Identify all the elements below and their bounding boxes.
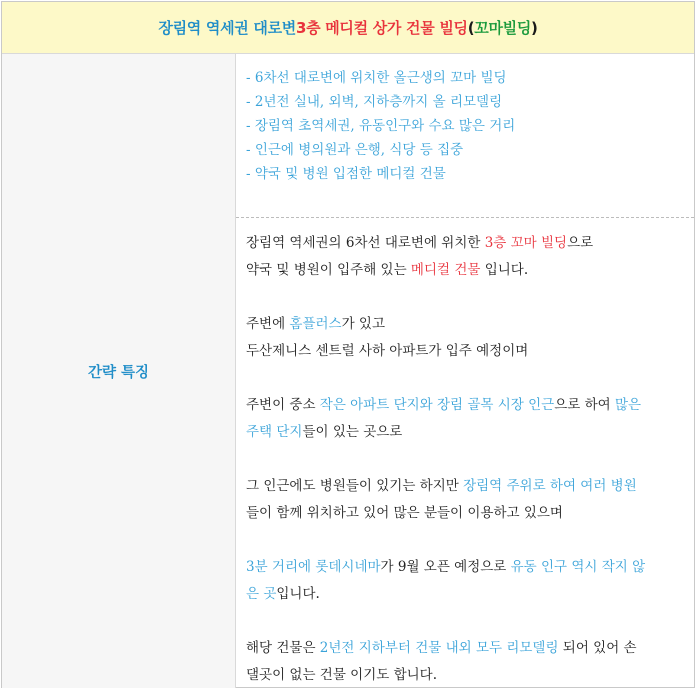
text-run: 주변에 (246, 316, 290, 332)
features-content (236, 54, 694, 688)
highlight-blue: 홈플러스 (289, 316, 342, 332)
highlight-red: 메디컬 건물 (410, 262, 481, 278)
bullet-item: - 인근에 병의원과 은행, 식당 등 집중 (246, 142, 464, 158)
bullet-item: - 장림역 초역세권, 유동인구와 수요 많은 거리 (246, 118, 516, 134)
paragraph-cinema (246, 554, 686, 608)
highlight-blue: 은 곳 (246, 586, 277, 602)
bullet-item: - 2년전 실내, 외벽, 지하층까지 올 리모델링 (246, 94, 503, 110)
highlight-blue: 2년전 지하부터 건물 내외 모두 리모델링 (319, 640, 559, 656)
description (236, 218, 694, 689)
text-run: 주변이 중소 (246, 397, 320, 413)
text-run: 되어 있어 손 (558, 640, 637, 656)
text-run: 으로 하여 (554, 397, 615, 413)
paragraph-neighborhood (246, 392, 686, 446)
text-run: 들이 있는 곳으로 (302, 424, 403, 440)
highlight-blue: 많은 (614, 397, 642, 413)
property-info-table (1, 1, 695, 688)
highlight-blue: 주택 단지 (246, 424, 303, 440)
bullet-list (236, 54, 694, 218)
paragraph-hospitals (246, 473, 686, 527)
bullet-item: - 약국 및 병원 입점한 메디컬 건물 (246, 166, 446, 182)
header-tag: 꼬마빌딩 (474, 19, 532, 37)
paragraph-remodel (246, 635, 686, 689)
header-highlight: 3층 메디컬 상가 건물 빌딩 (295, 19, 468, 37)
text-run: 입니다. (276, 586, 320, 602)
paragraph-location (246, 230, 686, 284)
text-run: 두산제니스 센트럴 사하 아파트가 입주 예정이며 (246, 343, 529, 359)
header-paren-open: ( (467, 18, 475, 37)
text-run: 해당 건물은 (246, 640, 320, 656)
paragraph-surroundings (246, 311, 686, 365)
text-run: 가 9월 오픈 예정으로 (380, 559, 511, 575)
text-run: 가 있고 (341, 316, 386, 332)
bullet-item: - 6차선 대로변에 위치한 올근생의 꼬마 빌딩 (246, 70, 507, 86)
header-location: 장림역 역세권 대로변 (158, 19, 296, 37)
features-row (2, 54, 694, 688)
highlight-blue: 작은 아파트 단지와 장림 골목 시장 인근 (319, 397, 555, 413)
highlight-blue: 3분 거리에 롯데시네마 (246, 559, 381, 575)
text-run: 댈곳이 없는 건물 이기도 합니다. (246, 667, 437, 683)
text-run: 입니다. (480, 262, 529, 278)
features-label: 간략 특징 (2, 54, 236, 688)
highlight-blue: 유동 인구 역시 작지 않 (510, 559, 646, 575)
highlight-red: 3층 꼬마 빌딩 (484, 235, 568, 251)
text-run: 약국 및 병원이 입주해 있는 (246, 262, 411, 278)
text-run: 들이 함께 위치하고 있어 많은 분들이 이용하고 있으며 (246, 505, 563, 521)
header-paren-close: ) (531, 18, 538, 37)
header-title (2, 2, 694, 54)
highlight-blue: 장림역 주위로 하여 여러 병원 (463, 478, 637, 494)
text-run: 그 인근에도 병원들이 있기는 하지만 (246, 478, 464, 494)
text-run: 장림역 역세권의 6차선 대로변에 위치한 (246, 235, 485, 251)
text-run: 으로 (567, 235, 594, 251)
